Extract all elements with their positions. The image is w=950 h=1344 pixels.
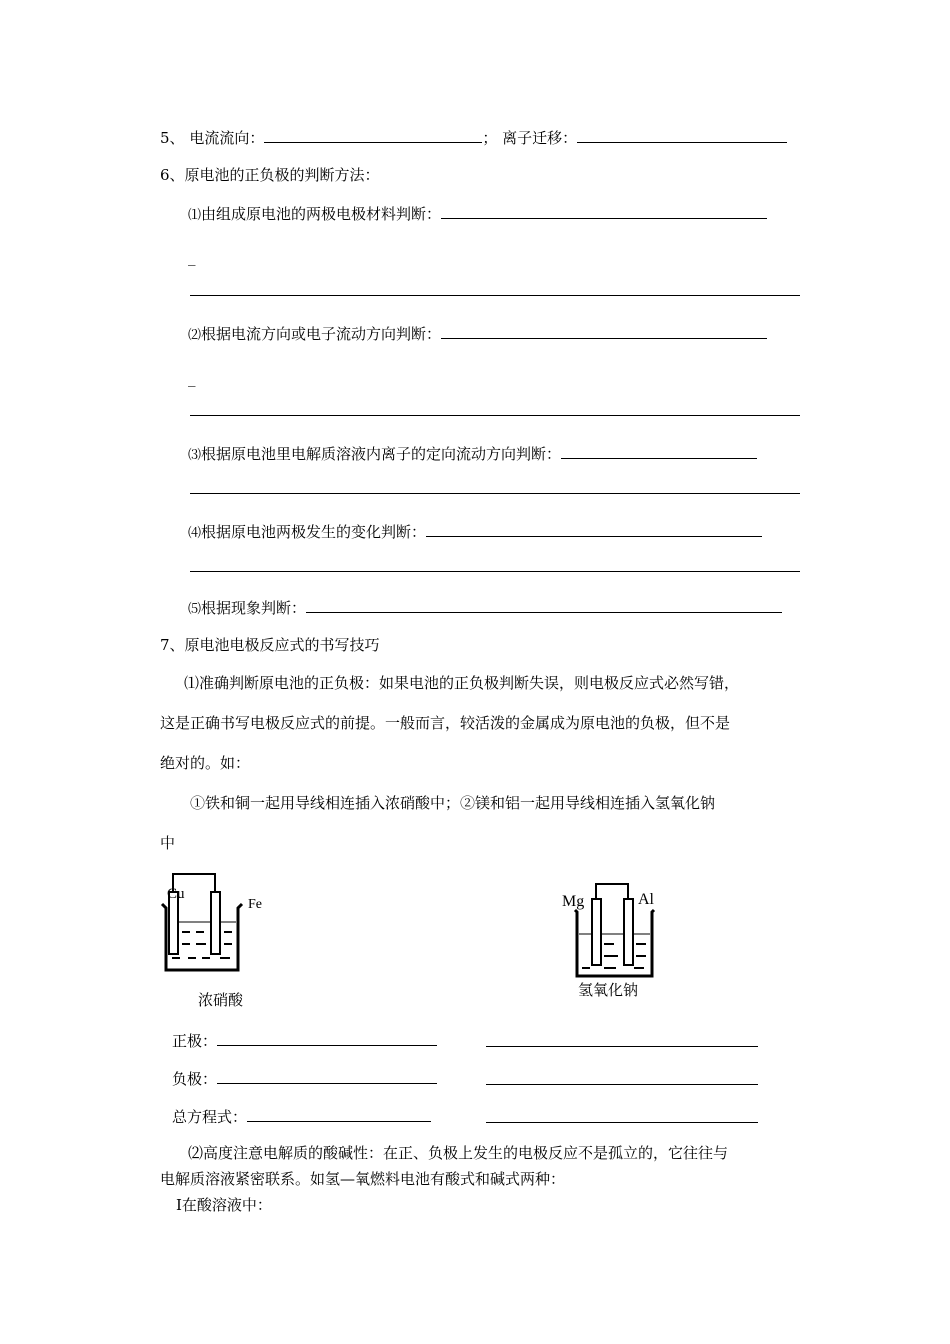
q6-item-1-blank[interactable] (441, 203, 767, 219)
q6-item-1-dash: _ (188, 248, 196, 266)
overall-blank-1[interactable] (247, 1106, 431, 1122)
solution-marks (172, 932, 232, 958)
fe-label: Fe (248, 897, 262, 912)
q5-label-ion: 离子迁移： (502, 129, 578, 147)
q7-p1-line1: ⑴准确判断原电池的正负极：如果电池的正负极判断失误，则电极反应式必然写错， (184, 674, 740, 692)
q6-item-5 (188, 597, 782, 620)
q6-item-5-num: ⑸ (188, 602, 202, 617)
positive-blank-1[interactable] (217, 1030, 437, 1046)
q7-p1-line2: 这是正确书写电极反应式的前提。一般而言，较活泼的金属成为原电池的负极，但不是 (160, 714, 731, 732)
q6-item-4-text: 根据原电池两极发生的变化判断： (201, 523, 427, 541)
q6-item-3-text: 根据原电池里电解质溶液内离子的定向流动方向判断： (201, 445, 562, 463)
positive-blank-2[interactable] (486, 1046, 758, 1047)
q6-item-2-text: 根据电流方向或电子流动方向判断： (201, 325, 442, 343)
q6-item-5-blank[interactable] (306, 597, 782, 613)
q7-p2-line1: ⑵高度注意电解质的酸碱性：在正、负极上发生的电极反应不是孤立的，它往往与 (188, 1144, 729, 1162)
q6-item-2-dash: _ (188, 369, 196, 387)
q7-p1-line3: 绝对的。如： (160, 754, 251, 772)
positive-electrode-row (172, 1030, 437, 1051)
q5-separator: ； (482, 129, 498, 147)
q6-item-3-num: ⑶ (188, 448, 202, 463)
q6-item-1-text: 由组成原电池的两极电极材料判断： (201, 205, 442, 223)
negative-blank-2[interactable] (486, 1084, 758, 1085)
q6-item-3-answer-line[interactable] (190, 493, 800, 494)
q6-item-2-blank[interactable] (441, 323, 767, 339)
q6-item-3-blank[interactable] (561, 443, 757, 459)
q6-item-4-blank[interactable] (426, 521, 762, 537)
q6-item-1-num: ⑴ (188, 208, 202, 223)
galvanic-cell-diagram-1 (158, 868, 278, 978)
overall-label: 总方程式： (172, 1108, 248, 1126)
q6-item-1-answer-line[interactable] (190, 295, 800, 296)
negative-label: 负极： (172, 1070, 218, 1088)
al-label: Al (638, 891, 654, 908)
fig1-solution-label: 浓硝酸 (198, 991, 244, 1009)
q7-examples-line2: 中 (160, 834, 176, 852)
q6-item-3 (188, 443, 757, 466)
q6-item-2 (188, 323, 767, 346)
negative-electrode-row (172, 1068, 437, 1089)
al-electrode (624, 899, 633, 965)
galvanic-cell-diagram-2 (556, 876, 676, 986)
negative-blank-1[interactable] (217, 1068, 437, 1084)
q7-examples-line1: ①铁和铜一起用导线相连插入浓硝酸中；②镁和铝一起用导线相连插入氢氧化钠 (190, 794, 716, 812)
wire (596, 884, 628, 900)
ion-migration-blank[interactable] (577, 127, 787, 143)
q6-item-4-answer-line[interactable] (190, 571, 800, 572)
q5-number: 5、 (160, 129, 185, 147)
q7-p2-line3: Ⅰ在酸溶液中： (176, 1196, 272, 1214)
cu-label: Cu (167, 886, 185, 902)
q6-item-4-num: ⑷ (188, 526, 202, 541)
q6-item-2-num: ⑵ (188, 328, 202, 343)
positive-label: 正极： (172, 1032, 218, 1050)
overall-blank-2[interactable] (486, 1122, 758, 1123)
q6-item-5-text: 根据现象判断： (201, 599, 307, 617)
fe-electrode (211, 892, 220, 954)
q5-line (160, 127, 787, 148)
mg-electrode (592, 899, 601, 965)
q6-item-4 (188, 521, 762, 544)
q5-label-current: 电流流向： (189, 129, 265, 147)
overall-equation-row (172, 1106, 431, 1127)
fig2-solution-label: 氢氧化钠 (578, 981, 639, 999)
q6-title: 6、原电池的正负极的判断方法： (160, 166, 380, 184)
current-direction-blank[interactable] (264, 127, 482, 143)
mg-label: Mg (562, 893, 585, 910)
q6-item-1 (188, 203, 767, 226)
q7-title: 7、原电池电极反应式的书写技巧 (160, 636, 380, 654)
q7-p2-line2: 电解质溶液紧密联系。如氢—氧燃料电池有酸式和碱式两种： (160, 1170, 566, 1188)
q6-item-2-answer-line[interactable] (190, 415, 800, 416)
